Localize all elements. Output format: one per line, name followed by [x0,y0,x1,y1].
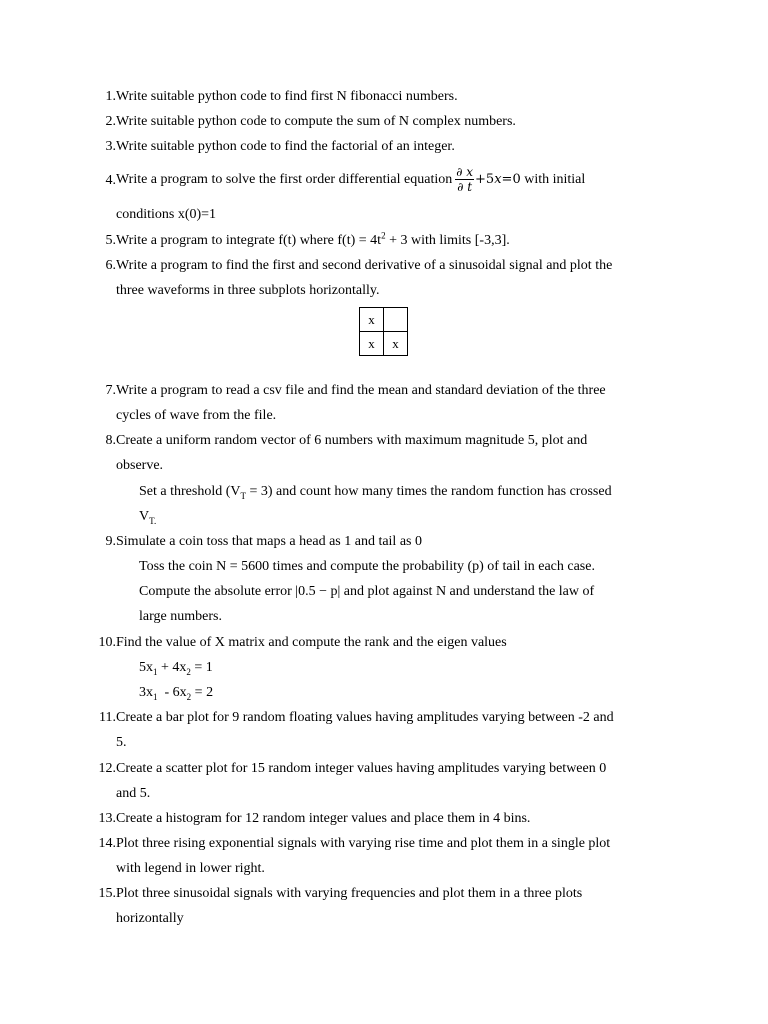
item-text: Write a program to integrate f(t) where $f(t) = 4t^2 + 3$ with limits [-3,3]. [116,230,510,248]
equation-line: $5x_1 + 4x_2 = 1$ [139,660,213,677]
item-text: Simulate a coin toss that maps a head as 1 and tail as 0 [116,534,422,549]
item-number: 12. [98,761,116,776]
item-number: 7. [105,383,116,398]
sub-text: Compute the absolute error |0.5 − p| and plot against N and understand the law of [139,584,595,599]
item-number: 4. [105,173,116,188]
sub-text: Set a threshold $(V_T = 3)$ and count how many times the random function has crossed [139,484,612,501]
fraction-denominator: ∂ t [457,180,473,195]
item-text: Plot three rising exponential signals with varying rise time and plot them in a single plot [116,836,611,851]
grid-cell: x [360,332,384,356]
item-number: 3. [105,139,116,154]
item-text-line2: horizontally [116,911,184,926]
item-text: Create a bar plot for 9 random floating values having amplitudes varying between -2 and [116,710,614,725]
list-item [92,253,682,303]
item-text-part: Write a program to solve the first order differential equation [116,172,453,187]
list-item [92,881,682,931]
item-number: 6. [105,258,116,273]
item-number: 2. [105,114,116,129]
sub-text: large numbers. [139,609,222,624]
equation-rest: +5x=0 [475,172,521,187]
item-number: 9. [105,534,116,549]
item-text: Write suitable python code to compute the sum of N complex numbers. [116,114,516,129]
item-number: 1. [105,89,116,104]
grid-cell [384,308,408,332]
list-item [92,756,682,806]
item-text: Create a histogram for 12 random integer values and place them in 4 bins. [116,811,531,826]
list-item [92,378,682,428]
item-text: Write suitable python code to find first N fibonacci numbers. [116,89,458,104]
subplot-grid [359,307,408,356]
item-text-line2: conditions x(0)=1 [116,207,217,222]
grid-cell: x [360,308,384,332]
item-text-line2: observe. [116,458,164,473]
fraction-numerator: ∂ x [456,165,474,180]
item-text-line2: and 5. [116,786,151,801]
grid-cell: x [384,332,408,356]
item-number: 14. [98,836,116,851]
item-text: Write a program to read a csv file and find the mean and standard deviation of the three [116,383,606,398]
item-text: Write suitable python code to find the factorial of an integer. [116,139,455,154]
item-text: Create a uniform random vector of 6 numbers with maximum magnitude 5, plot and [116,433,588,448]
item-text: Create a scatter plot for 15 random integer values having amplitudes varying between 0 [116,761,607,776]
equation-line: $3x_1 - 6x_2 = 2$ [139,685,214,702]
item-text-part: with initial [524,172,586,187]
sub-text: $V_{T.}$ [139,509,157,526]
item-text: Plot three sinusoidal signals with varying frequencies and plot them in a three plots [116,886,583,901]
item-number: 15. [98,886,116,901]
item-text: Find the value of X matrix and compute the rank and the eigen values [116,635,507,650]
sub-text: Toss the coin N = 5600 times and compute the probability (p) of tail in each case. [139,559,595,574]
item-number: 10. [98,635,116,650]
item-text-line2: 5. [116,735,127,750]
item-number: 5. [105,233,116,248]
list-item [92,428,682,478]
item-number: 8. [105,433,116,448]
item-text [116,163,682,197]
list-item [92,705,682,755]
item-text: Write a program to find the first and second derivative of a sinusoidal signal and plot the [116,258,613,273]
derivative-fraction [455,165,474,194]
item-text-line2: with legend in lower right. [116,861,265,876]
item-text-line2: three waveforms in three subplots horizontally. [116,283,380,298]
item-number: 11. [99,710,116,725]
list-item [92,163,682,223]
item-text-line2: cycles of wave from the file. [116,408,277,423]
item-number: 13. [98,811,116,826]
list-item [92,831,682,881]
